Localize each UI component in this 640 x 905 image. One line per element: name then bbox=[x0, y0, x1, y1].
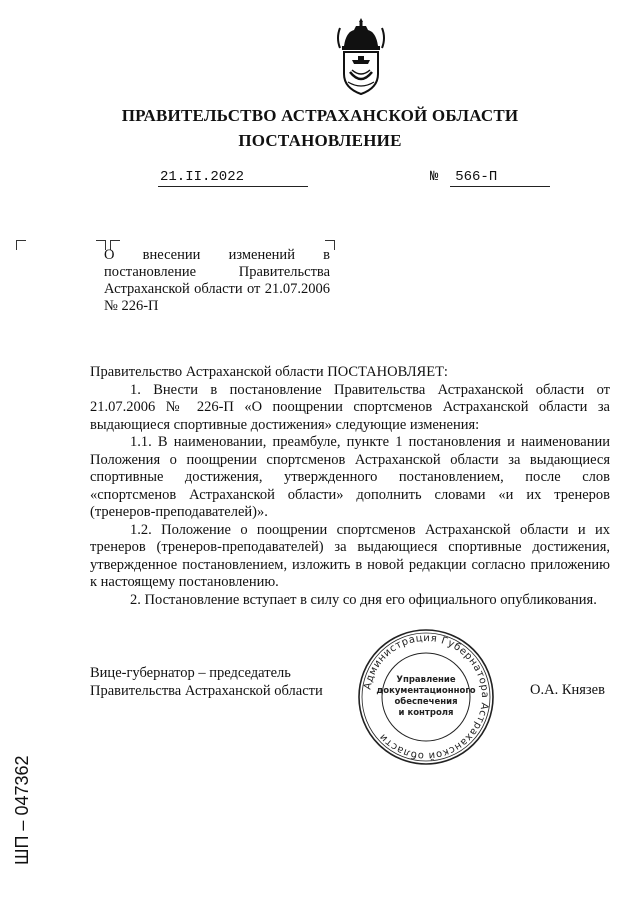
paragraph-1-2: 1.2. Положение о поощрении спортсменов Астраханской области и их тренеров (тренеров-преподавателей) за выдающиеся спортивные достижения, утвержденное постановлением, изложить в новой редакции согласно приложению к настоящему постановлению. bbox=[90, 521, 610, 590]
stamp-center-line-1: Управление bbox=[396, 675, 456, 685]
stamp-center-line-2: документационного bbox=[376, 686, 476, 696]
signatory-name: О.А. Князев bbox=[530, 682, 605, 698]
signatory-position bbox=[90, 664, 323, 700]
intro-paragraph: Правительство Астраханской области ПОСТАНОВЛЯЕТ: bbox=[90, 364, 448, 380]
document-type-heading: ПОСТАНОВЛЕНИЕ bbox=[238, 131, 402, 150]
official-stamp bbox=[356, 627, 496, 767]
stamp-center-line-3: обеспечения bbox=[394, 697, 458, 707]
stamp-center-line-4: и контроля bbox=[398, 708, 454, 718]
date-underline bbox=[158, 186, 308, 187]
serial-code-text: ШП – 047362 bbox=[12, 755, 32, 865]
paragraph-2: 2. Постановление вступает в силу со дня его официального опубликования. bbox=[130, 591, 597, 608]
left-corner-mark bbox=[16, 240, 26, 250]
document-body bbox=[90, 364, 610, 609]
document-date: 21.II.2022 bbox=[160, 169, 245, 185]
number-prefix: № bbox=[430, 169, 439, 185]
position-line-2: Правительства Астраханской области bbox=[90, 683, 323, 699]
organization-heading: ПРАВИТЕЛЬСТВО АСТРАХАНСКОЙ ОБЛАСТИ bbox=[121, 106, 519, 125]
number-underline bbox=[450, 186, 550, 187]
document-number bbox=[430, 169, 497, 185]
position-line-1: Вице-губернатор – председатель bbox=[90, 665, 291, 681]
stamp-ring-text: Администрация Губернатора Астраханской области bbox=[362, 632, 491, 762]
paragraph-1: 1. Внести в постановление Правительства Астраханской области от 21.07.2006 № 226-П «О поощрении спортсменов Астраханской области за выдающиеся спортивные достижения» следующие изменения: bbox=[90, 381, 610, 433]
document-title: О внесении изменений в постановление Правительства Астраханской области от 21.07.2006 № 226-П bbox=[104, 247, 330, 314]
number-value: 566-П bbox=[455, 169, 498, 185]
serial-code bbox=[10, 720, 34, 870]
coat-of-arms-emblem bbox=[330, 16, 392, 96]
paragraph-1-1: 1.1. В наименовании, преамбуле, пункте 1 постановления и наименовании Положения о поощрении спортсменов Астраханской области за выдающиеся спортивные достижения, утвержденного постановлением, после слов «спортсменов Астраханской области» дополнить словами «и их тренеров (тренеров-преподавателей)». bbox=[90, 434, 610, 520]
